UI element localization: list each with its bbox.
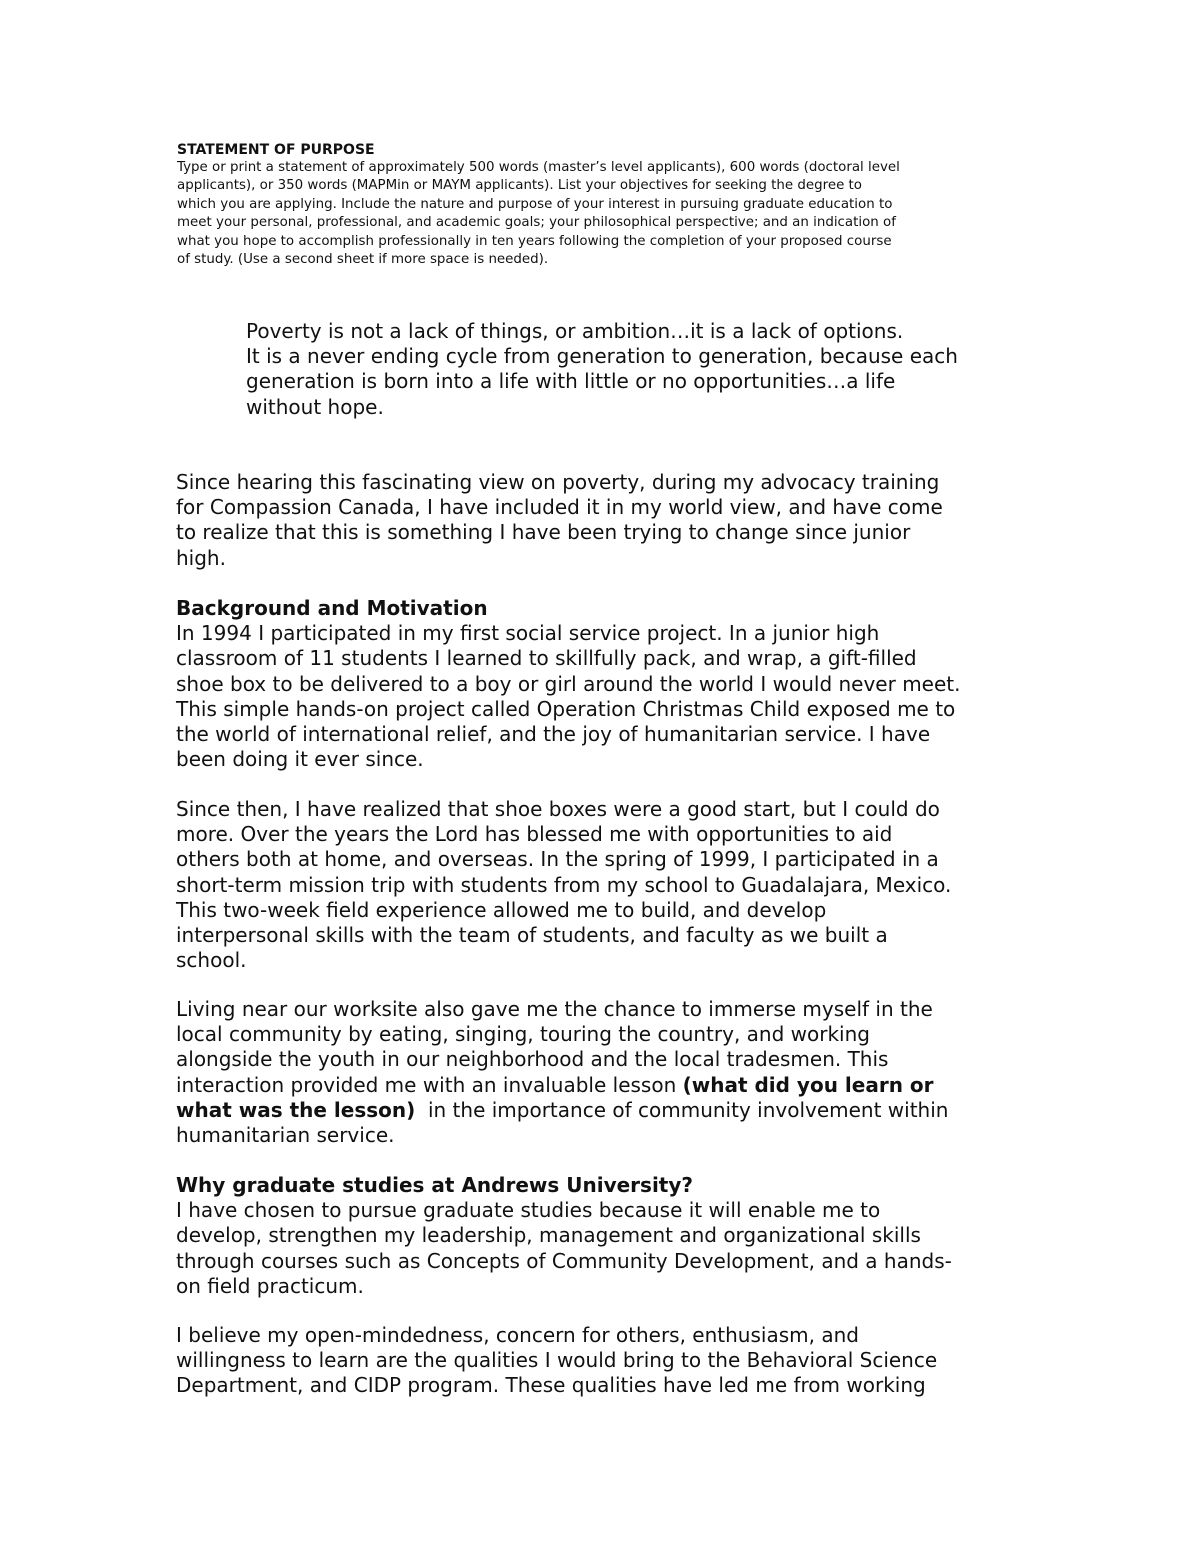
text-line: high.	[176, 545, 226, 570]
quote-line: generation is born into a life with little or no opportunities…a life	[246, 369, 896, 394]
text-line: develop, strengthen my leadership, management and organizational skills	[176, 1223, 921, 1248]
text-line: more. Over the years the Lord has blessed me with opportunities to aid	[176, 822, 893, 847]
text-line: on field practicum.	[176, 1273, 364, 1298]
why-paragraph-2	[176, 1323, 1036, 1399]
background-section	[176, 596, 1036, 772]
quote-line: It is a never ending cycle from generation to generation, because each	[246, 344, 958, 369]
text-line: classroom of 11 students I learned to skillfully pack, and wrap, a gift-filled	[176, 646, 917, 671]
text-line: others both at home, and overseas. In the spring of 1999, I participated in a	[176, 847, 939, 872]
text-line: short-term mission trip with students from my school to Guadalajara, Mexico.	[176, 872, 952, 897]
text-line: through courses such as Concepts of Community Development, and a hands-	[176, 1248, 952, 1273]
text-line: Department, and CIDP program. These qualities have led me from working	[176, 1373, 926, 1398]
text-line	[176, 1073, 1036, 1098]
document-title: STATEMENT OF PURPOSE	[177, 142, 375, 158]
instruction-line: of study. (Use a second sheet if more space is needed).	[177, 252, 549, 268]
text-line: interpersonal skills with the team of students, and faculty as we built a	[176, 923, 888, 948]
text-line	[176, 1098, 1036, 1123]
text-line: the world of international relief, and the joy of humanitarian service. I have	[176, 722, 931, 747]
opening-quote	[246, 319, 1026, 420]
text-line: shoe box to be delivered to a boy or girl around the world I would never meet.	[176, 671, 961, 696]
text-line: school.	[176, 948, 247, 973]
text-line: local community by eating, singing, touring the country, and working	[176, 1022, 870, 1047]
instruction-line: what you hope to accomplish professionally in ten years following the completion of your proposed course	[177, 233, 892, 249]
editor-note: (what did you learn or	[682, 1072, 934, 1097]
text-line: In 1994 I participated in my first social service project. In a junior high	[176, 621, 880, 646]
quote-line: without hope.	[246, 394, 384, 419]
editor-note: what was the lesson)	[176, 1097, 416, 1122]
text-line: humanitarian service.	[176, 1123, 395, 1148]
text-line: Since then, I have realized that shoe boxes were a good start, but I could do	[176, 797, 940, 821]
instruction-line: Type or print a statement of approximately 500 words (master’s level applicants), 600 words (doctoral level	[177, 160, 900, 175]
section-heading-background: Background and Motivation	[176, 596, 488, 620]
background-paragraph-2	[176, 797, 1036, 973]
section-heading-why: Why graduate studies at Andrews University?	[176, 1173, 694, 1197]
instruction-line: applicants), or 350 words (MAPMin or MAYM applicants). List your objectives for seeking the degree to	[177, 178, 863, 194]
text-line: for Compassion Canada, I have included it in my world view, and have come	[176, 495, 943, 520]
instruction-line: meet your personal, professional, and academic goals; your philosophical perspective; and an indication of	[177, 215, 896, 231]
text-line: willingness to learn are the qualities I would bring to the Behavioral Science	[176, 1348, 938, 1373]
text-line: This two-week field experience allowed me to build, and develop	[176, 897, 827, 922]
text-line: Since hearing this fascinating view on poverty, during my advocacy training	[176, 470, 940, 494]
intro-paragraph	[176, 470, 1036, 571]
text-line: to realize that this is something I have been trying to change since junior	[176, 520, 911, 545]
instruction-line: which you are applying. Include the nature and purpose of your interest in pursuing graduate education to	[177, 196, 893, 212]
why-section	[176, 1173, 1036, 1299]
text-line: been doing it ever since.	[176, 747, 424, 772]
text-line: Living near our worksite also gave me the chance to immerse myself in the	[176, 997, 933, 1021]
text-line: This simple hands-on project called Operation Christmas Child exposed me to	[176, 696, 956, 721]
quote-line: Poverty is not a lack of things, or ambition…it is a lack of options.	[246, 319, 904, 343]
text-line: I have chosen to pursue graduate studies because it will enable me to	[176, 1198, 881, 1223]
text-line: alongside the youth in our neighborhood and the local tradesmen. This	[176, 1047, 889, 1072]
text-run: in the importance of community involvement within	[415, 1097, 949, 1122]
form-header	[177, 141, 1027, 269]
background-paragraph-3	[176, 997, 1036, 1148]
text-run: interaction provided me with an invaluable lesson	[176, 1072, 683, 1097]
text-line: I believe my open-mindedness, concern for others, enthusiasm, and	[176, 1323, 859, 1347]
form-instructions	[177, 159, 1027, 269]
